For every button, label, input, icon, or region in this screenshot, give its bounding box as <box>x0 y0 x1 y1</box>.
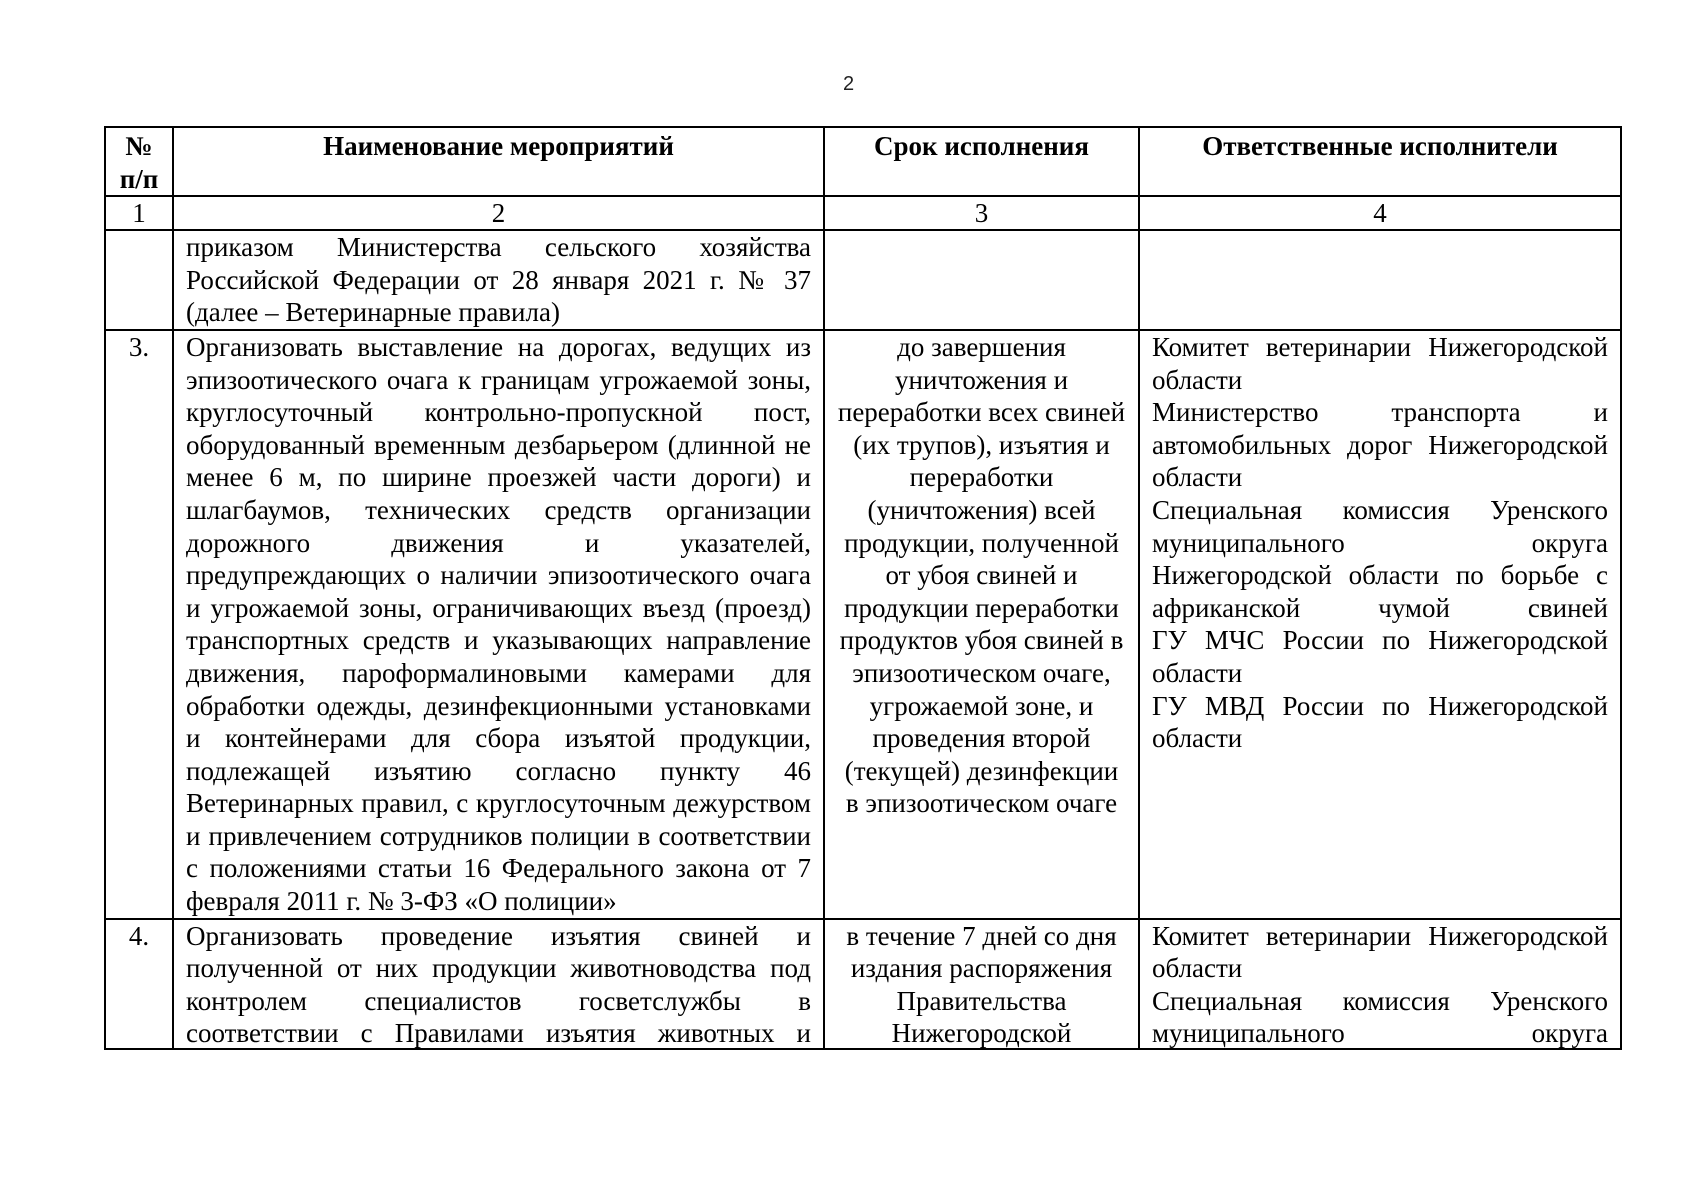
executors-list <box>1152 920 1608 1048</box>
activity-cell: Организовать выставление на дорогах, ведущих из эпизоотического очага к границам угрожаемой зоны, круглосуточный контрольно-пропускной пост, оборудованный временным дезбарьером (длинной не менее 6 м, по ширине проезжей части дороги) и шлагбаумов, технических средств организации дорожного движения и указателей, предупреждающих о наличии эпизоотического очага и угрожаемой зоны, ограничивающих въезд (проезд) транспортных средств и указывающих направление движения, пароформалиновыми камерами для обработки одежды, дезинфекционными установками и контейнерами для сбора изъятой продукции, подлежащей изъятию согласно пункту 46 Ветеринарных правил, с круглосуточным дежурством и привлечением сотрудников полиции в соответствии с положениями статьи 16 Федерального закона от 7 февраля 2011 г. № 3-ФЗ «О полиции» <box>173 330 824 919</box>
executor: ГУ МЧС России по Нижегородской области <box>1152 625 1608 688</box>
deadline-cell <box>824 230 1139 330</box>
deadline-cell: до завершения уничтожения и переработки всех свиней (их трупов), изъятия и переработки (уничтожения) всей продукции, полученной от убоя свиней и продукции переработки продуктов убоя свиней в эпизоотическом очаге, угрожаемой зоне, и проведения второй (текущей) дезинфекции в эпизоотическом очаге <box>824 330 1139 919</box>
executor: ГУ МВД России по Нижегородской области <box>1152 690 1608 754</box>
column-number: 2 <box>173 196 824 230</box>
row-number <box>105 230 173 330</box>
header-deadline: Срок исполнения <box>824 127 1139 196</box>
executor: Комитет ветеринарии Нижегородской области <box>1152 920 1608 984</box>
header-executors: Ответственные исполнители <box>1139 127 1621 196</box>
column-number: 4 <box>1139 196 1621 230</box>
deadline-cell <box>824 919 1139 1049</box>
executor: Министерство транспорта и автомобильных дорог Нижегородской области <box>1152 397 1608 493</box>
row-number: 4. <box>105 919 173 1049</box>
column-number: 1 <box>105 196 173 230</box>
executor: Комитет ветеринарии Нижегородской области <box>1152 331 1608 395</box>
executor: Специальная комиссия Уренского муниципального округа Нижегородской области по борьбе с африканской чумой свиней <box>1152 494 1608 623</box>
row-number: 3. <box>105 330 173 919</box>
executors-cell <box>1139 919 1621 1049</box>
column-number: 3 <box>824 196 1139 230</box>
activity-cell: приказом Министерства сельского хозяйства Российской Федерации от 28 января 2021 г. № 37 (далее – Ветеринарные правила) <box>173 230 824 330</box>
page-number: 2 <box>842 73 855 95</box>
table-row <box>105 330 1621 919</box>
activity-cell <box>173 919 824 1049</box>
table-row <box>105 230 1621 330</box>
table-header-row <box>105 127 1621 196</box>
activity-text: Организовать проведение изъятия свиней и полученной от них продукции животноводства под контролем специалистов госветслужбы в соответствии с Правилами изъятия животных и <box>186 920 811 1048</box>
executors-cell <box>1139 230 1621 330</box>
header-activity: Наименование мероприятий <box>173 127 824 196</box>
activities-table <box>104 126 1622 1050</box>
column-number-row <box>105 196 1621 230</box>
executor: Специальная комиссия Уренского муниципального округа <box>1152 985 1608 1048</box>
header-number: № п/п <box>105 127 173 196</box>
deadline-text: в течение 7 дней со дня издания распоряжения Правительства Нижегородской <box>846 920 1117 1048</box>
table-row <box>105 919 1621 1049</box>
executors-cell <box>1139 330 1621 919</box>
